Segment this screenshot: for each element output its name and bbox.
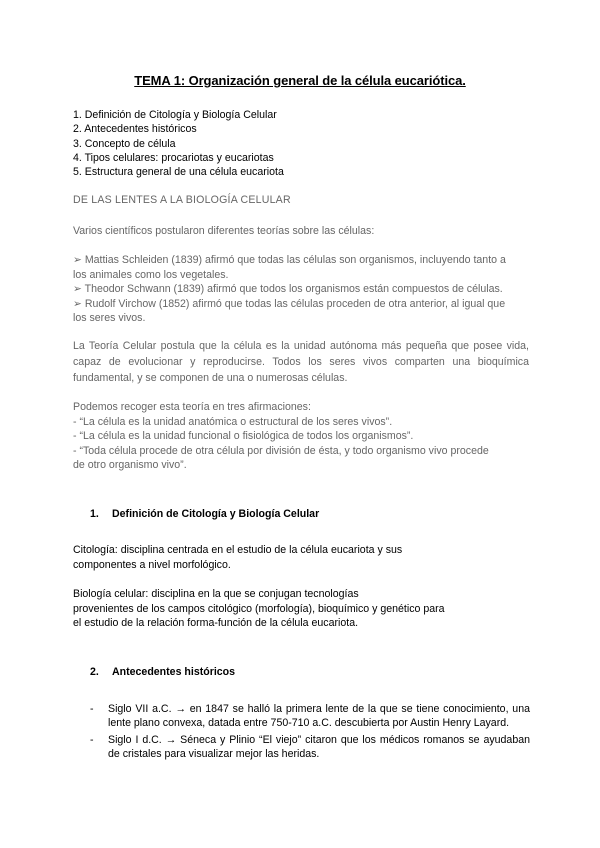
affirmation-line: - “La célula es la unidad anatómica o estructural de los seres vivos”. bbox=[73, 415, 393, 428]
definition-line: Citología: disciplina centrada en el estudio de la célula eucariota y sus bbox=[73, 544, 403, 556]
section-2-heading bbox=[90, 666, 235, 678]
citologia-definition bbox=[73, 543, 529, 572]
definition-line: el estudio de la relación forma-función de la célula eucariota. bbox=[73, 617, 359, 630]
section-number: 1. bbox=[90, 508, 99, 520]
definition-line: Biología celular: disciplina en la que se conjugan tecnologías bbox=[73, 588, 359, 600]
history-list bbox=[90, 702, 530, 763]
page-title: TEMA 1: Organización general de la célula eucariótica. bbox=[134, 73, 466, 88]
section-number: 2. bbox=[90, 666, 99, 678]
affirmation-line: - “La célula es la unidad funcional o fisiológica de todos los organismos”. bbox=[73, 430, 414, 443]
section-title: Antecedentes históricos bbox=[112, 666, 236, 678]
bullet-dash: - bbox=[90, 733, 94, 746]
scientist-line: los animales como los vegetales. bbox=[73, 268, 229, 281]
scientist-list bbox=[73, 253, 529, 326]
bullet-dash: - bbox=[90, 703, 94, 715]
affirmation-line: - “Toda célula procede de otra célula por división de ésta, y todo organismo vivo procede bbox=[73, 444, 489, 457]
scientist-line: ➢ Mattias Schleiden (1839) afirmó que todas las células son organismos, incluyendo tanto a bbox=[73, 254, 506, 266]
affirmations-lead: Podemos recoger esta teoría en tres afirmaciones: bbox=[73, 401, 311, 413]
scientist-line: los seres vivos. bbox=[73, 312, 146, 325]
list-item-text: Siglo VII a.C. → en 1847 se halló la primera lente de la que se tiene conocimiento, una lente plano convexa, datada entre 750-710 a.C. descubierta por Austin Henry Layard. bbox=[108, 703, 530, 730]
intro-heading: DE LAS LENTES A LA BIOLOGÍA CELULAR bbox=[73, 194, 291, 206]
section-1-heading bbox=[90, 508, 319, 520]
section-title: Definición de Citología y Biología Celular bbox=[112, 508, 320, 520]
scientist-line: ➢ Theodor Schwann (1839) afirmó que todos los organismos están compuestos de células. bbox=[73, 283, 503, 296]
table-of-contents bbox=[73, 108, 284, 179]
toc-item: 4. Tipos celulares: procariotas y eucariotas bbox=[73, 151, 274, 164]
biologia-celular-definition bbox=[73, 587, 529, 631]
toc-item: 1. Definición de Citología y Biología Celular bbox=[73, 109, 277, 121]
toc-item: 2. Antecedentes históricos bbox=[73, 123, 197, 136]
list-item bbox=[90, 702, 530, 731]
affirmations-block bbox=[73, 400, 529, 473]
intro-lead: Varios científicos postularon diferentes teorías sobre las células: bbox=[73, 225, 375, 237]
scientist-line: ➢ Rudolf Virchow (1852) afirmó que todas las células proceden de otra anterior, al igual que bbox=[73, 297, 506, 310]
toc-item: 3. Concepto de célula bbox=[73, 137, 176, 150]
list-item bbox=[90, 733, 530, 762]
affirmation-line: de otro organismo vivo”. bbox=[73, 459, 187, 472]
toc-item: 5. Estructura general de una célula eucariota bbox=[73, 166, 284, 179]
definition-line: provenientes de los campos citológico (morfología), bioquímico y genético para bbox=[73, 602, 445, 615]
list-item-text: Siglo I d.C. → Séneca y Plinio “El viejo” citaron que los médicos romanos se ayudaban de cristales para visualizar mejor las heridas. bbox=[108, 733, 530, 760]
definition-line: componentes a nivel morfológico. bbox=[73, 558, 231, 571]
cell-theory-paragraph: La Teoría Celular postula que la célula es la unidad autónoma más pequeña que posee vida, capaz de evolucionar y reproducirse. Todos los seres vivos comparten una bioquímica fundamental, y se componen de una o numerosas células. bbox=[73, 340, 529, 384]
